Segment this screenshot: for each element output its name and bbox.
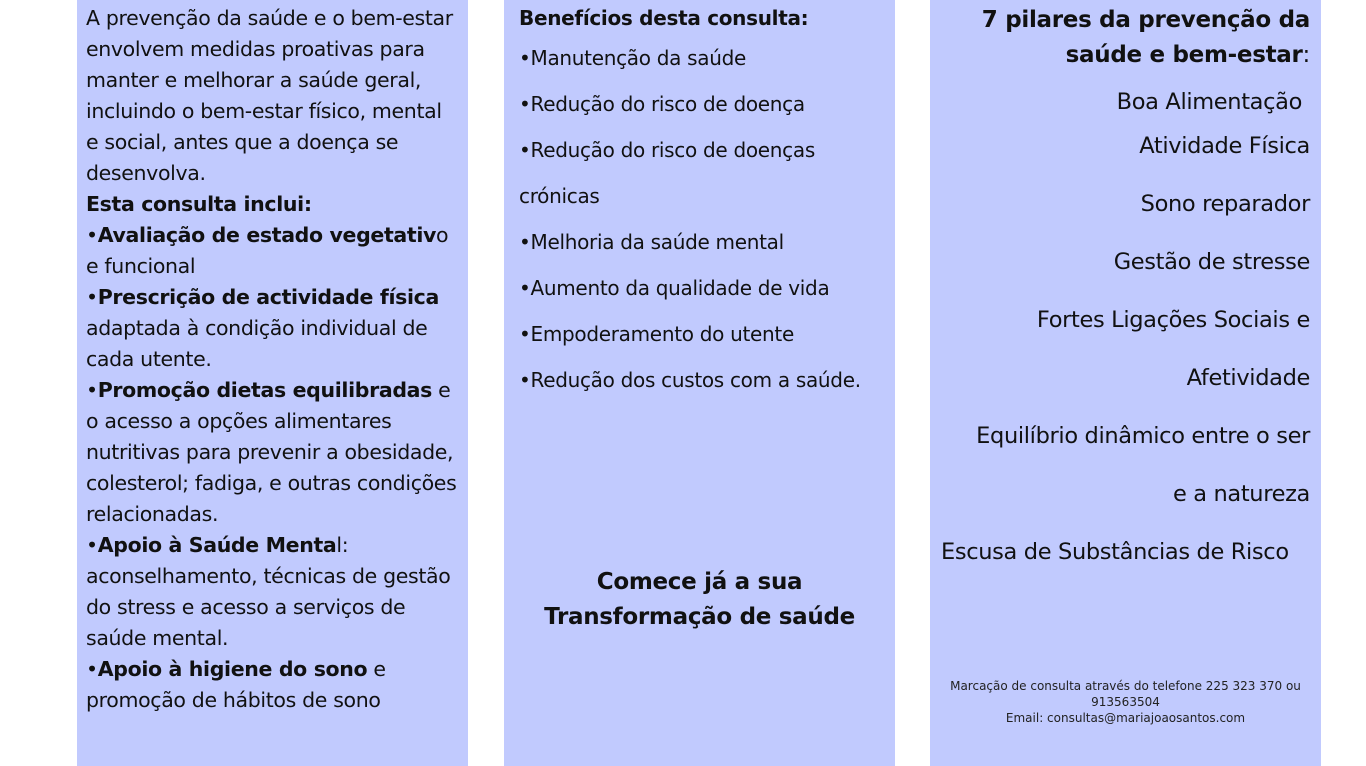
include-item-3 (86, 375, 460, 530)
benefits-heading: Benefícios desta consulta: (519, 6, 809, 30)
right-panel (930, 0, 1321, 766)
pillar-item: Sono reparador (1140, 191, 1310, 217)
include-item-text: l: aconselhamento, técnicas de gestão do stress e acesso a serviços de saúde mental. (86, 533, 451, 650)
left-panel (77, 0, 468, 766)
middle-panel (504, 0, 895, 766)
call-to-action (504, 565, 895, 635)
pillars-title-colon: : (1302, 42, 1310, 68)
bullet: • (86, 657, 98, 681)
bullet: • (86, 378, 98, 402)
benefit-item: •Melhoria da saúde mental (519, 230, 784, 254)
benefit-item: •Redução do risco de doenças (519, 138, 815, 162)
pillar-item: Gestão de stresse (1113, 249, 1310, 275)
bullet: • (86, 533, 98, 557)
bullet: • (86, 223, 98, 247)
include-item-4 (86, 530, 460, 654)
intro-text: A prevenção da saúde e o bem-estar envolvem medidas proativas para manter e melhorar a saúde geral, incluindo o bem-estar físico, mental e social, antes que a doença se desenvolva. (86, 6, 453, 185)
benefit-item: •Redução do risco de doença (519, 92, 805, 116)
include-item-text: e o acesso a opções alimentares nutritivas para prevenir a obesidade, colesterol; fadiga, e outras condições relacionadas. (86, 378, 457, 526)
include-item-bold: Prescrição de actividade física (97, 285, 439, 309)
include-item-bold: Avaliação de estado vegetativ (97, 223, 437, 247)
include-item-text: adaptada à condição individual de cada utente. (86, 316, 428, 371)
includes-heading: Esta consulta inclui: (86, 192, 312, 216)
contact-phone-line-2: 913563504 (1091, 695, 1160, 709)
bullet: • (86, 285, 98, 309)
include-item-bold: Apoio à higiene do sono (97, 657, 368, 681)
cta-line-1: Comece já a sua (596, 569, 803, 595)
include-item-bold: Apoio à Saúde Menta (97, 533, 337, 557)
include-item-2 (86, 282, 460, 375)
pillar-item: Afetividade (1186, 365, 1310, 391)
pillar-item: Escusa de Substâncias de Risco (941, 539, 1289, 565)
include-item-text: o e funcional (86, 223, 449, 278)
pillar-item: Boa Alimentação (1116, 89, 1302, 115)
benefit-item: •Redução dos custos com a saúde. (519, 368, 861, 392)
pillars-title-text: 7 pilares da prevenção da saúde e bem-estar (981, 7, 1310, 68)
include-item-text: e promoção de hábitos de sono (86, 657, 386, 712)
pillar-item: e a natureza (1172, 481, 1310, 507)
benefit-item: •Aumento da qualidade de vida (519, 276, 830, 300)
contact-phone-line: Marcação de consulta através do telefone 225 323 370 ou (950, 679, 1301, 693)
pillar-item: Fortes Ligações Sociais e (1036, 307, 1310, 333)
benefit-item: •Manutenção da saúde (519, 46, 746, 70)
pillar-item: Equilíbrio dinâmico entre o ser (976, 423, 1310, 449)
include-item-bold: Promoção dietas equilibradas (97, 378, 432, 402)
pillar-item: Atividade Física (1139, 133, 1310, 159)
contact-email-line: Email: consultas@mariajoaosantos.com (1005, 711, 1246, 725)
cta-line-2: Transformação de saúde (544, 604, 855, 630)
include-item-5 (86, 654, 460, 716)
benefit-item: crónicas (519, 184, 600, 208)
pillars-title (941, 3, 1310, 73)
benefit-item: •Empoderamento do utente (519, 322, 794, 346)
include-item-1 (86, 220, 460, 282)
contact-info (930, 678, 1321, 726)
